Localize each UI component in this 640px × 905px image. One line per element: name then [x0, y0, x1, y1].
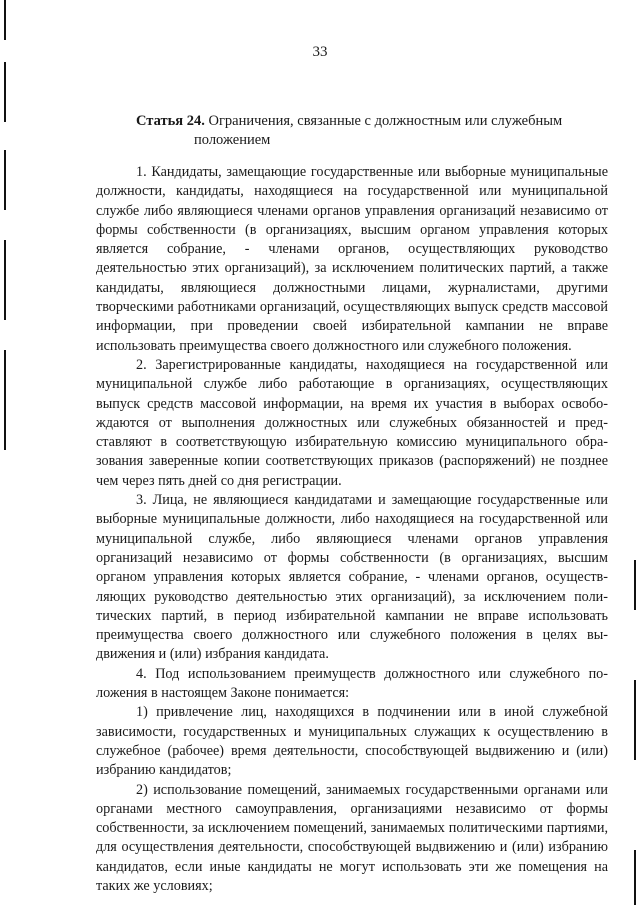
- page-number: 33: [312, 44, 328, 60]
- scan-edge-mark: [4, 62, 6, 122]
- scan-edge-mark: [634, 680, 636, 760]
- paragraph: 3. Лица, не являющиеся кандидатами и замещающие государственные или выборные муниципальные должности, либо находящиеся на государственной или муниципальной службе, либо являющиеся членами органов управления организаций независимо от формы собственности (в организациях, высшим органом управления которых является собрание, - членами органов, осуществляющих руководство деятельностью этих организаций), за исключением политических партий, в период избирательной кампании не вправе использовать преимущества своего должностного или служебного положения в целях выдвижения и (или) избрания кандидата.: [96, 492, 608, 663]
- paragraph: 4. Под использованием преимуществ должностного или служебного положения в настоящем Законе понимается:: [96, 665, 608, 702]
- scan-edge-mark: [4, 0, 6, 40]
- scan-edge-mark: [634, 850, 636, 905]
- paragraph: 2. Зарегистрированные кандидаты, находящиеся на государственной или муниципальной службе либо работающие в организациях, осуществляющих выпуск средств массовой информации, на время их участия в выборах освобождаются от выполнения должностных или служебных обязанностей и представляют в соответствующую избирательную комиссию муниципального образования заверенные копии соответствующих приказов (распоряжений) не позднее чем через пять дней со дня регистрации.: [96, 356, 608, 489]
- article-body: [96, 163, 608, 896]
- paragraph: 1. Кандидаты, замещающие государственные или выборные муниципальные должности, кандидаты, находящиеся на государственной или муниципальной службе либо являющиеся членами органов управления организаций независимо от формы собственности (в организациях, высшим органом управления которых является собрание, - членами органов, осуществляющих руководство деятельностью этих организаций), за исключением политических партий, а также кандидаты, являющиеся должностными лицами, журналистами, другими творческими работниками организаций, осуществляющих выпуск средств массовой информации, при проведении своей избирательной кампании не вправе использовать преимущества своего должностного или служебного положения.: [96, 164, 608, 354]
- scan-edge-mark: [634, 560, 636, 610]
- scan-edge-mark: [4, 350, 6, 450]
- scan-edge-mark: [4, 240, 6, 320]
- article-heading: [136, 112, 596, 150]
- article-title-line1: Ограничения, связанные с должностным или служебным: [208, 113, 563, 129]
- paragraph: 1) привлечение лиц, находящихся в подчинении или в иной служебной зависимости, государственных и муниципальных служащих к осуществлению в служебное (рабочее) время деятельности, способствующей выдвижению и (или) избранию кандидатов;: [96, 704, 608, 779]
- article-title-line2: положением: [194, 132, 271, 148]
- scan-edge-mark: [4, 150, 6, 210]
- article-number: Статья 24.: [136, 113, 205, 129]
- paragraph: 2) использование помещений, занимаемых государственными органами или органами местного самоуправления, организациями независимо от формы собственности, за исключением помещений, занимаемых политическими партиями, для осуществления деятельности, способствующей выдвижению и (или) избранию кандидатов, если иные кандидаты не могут использовать эти же помещения на таких же условиях;: [96, 781, 608, 894]
